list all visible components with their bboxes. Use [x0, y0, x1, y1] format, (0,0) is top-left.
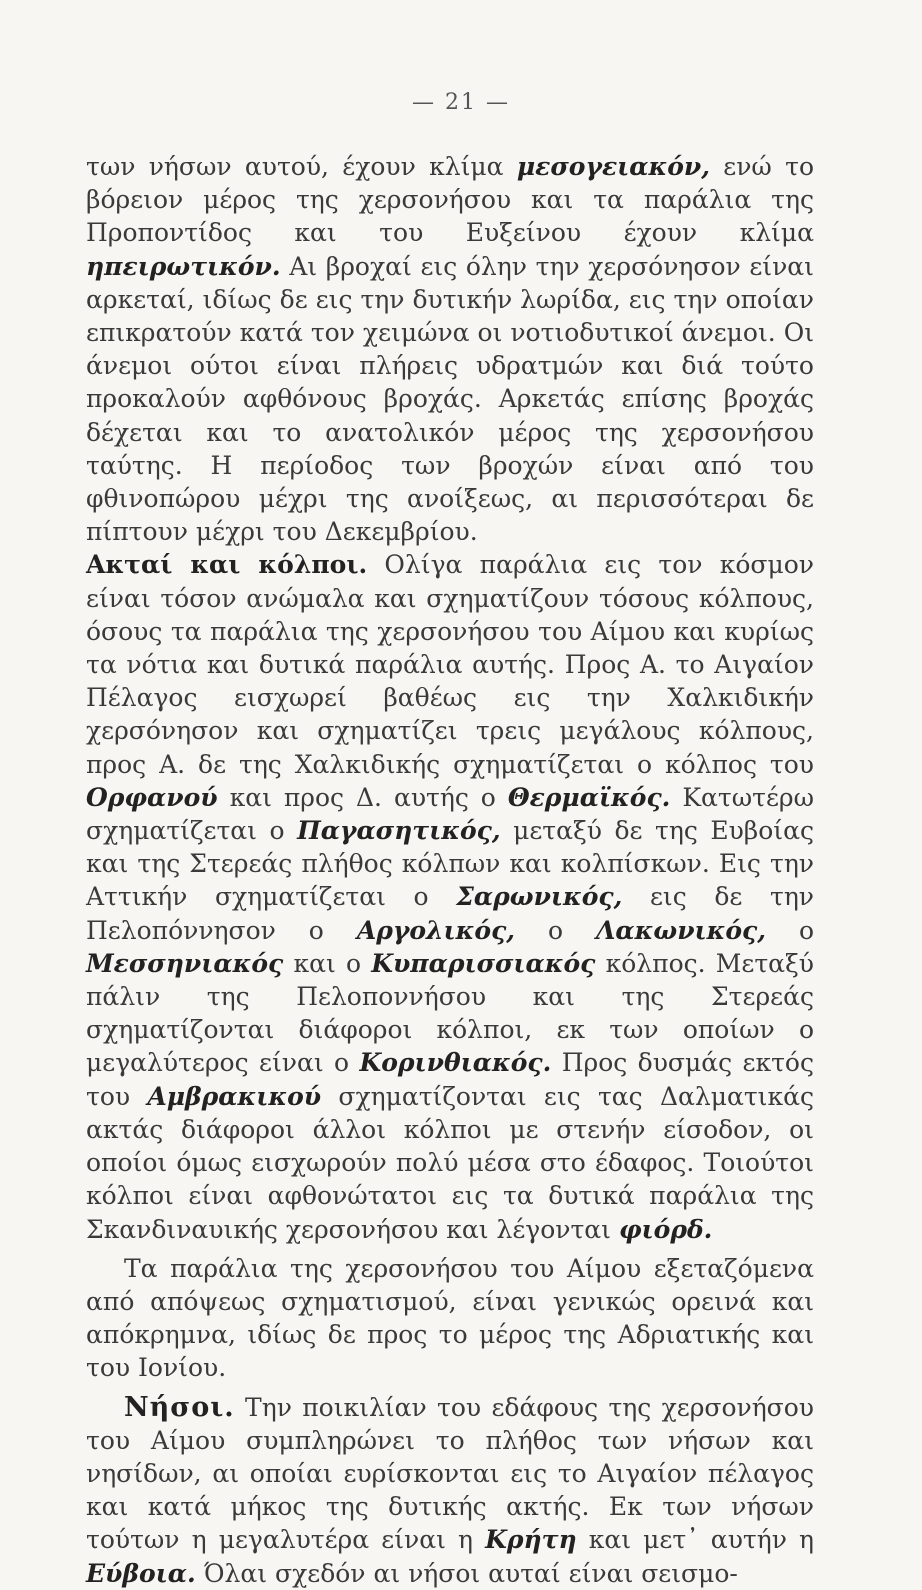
text-run: κόλπος. Μεταξύ πάλιν της Πελοποννήσου και της Στερεάς σχηματίζονται διάφοροι κόλποι, εκ των οποίων ο μεγαλύτερος είναι ο	[86, 948, 815, 1078]
section-heading-islands: Νήσοι.	[124, 1391, 235, 1423]
term-kriti: Κρήτη	[485, 1525, 577, 1555]
text-run: και ο	[283, 948, 372, 978]
term-kyparissiakos: Κυπαρισσιακός	[371, 948, 596, 978]
term-ipeirotikon: ηπειρωτικόν.	[86, 251, 281, 281]
term-korinthiakos: Κορινθιακός.	[359, 1048, 552, 1078]
text-run: Όλαι σχεδόν αι νήσοι αυταί είναι σεισμο-	[195, 1558, 738, 1588]
term-lakonikos: Λακωνικός,	[596, 915, 766, 945]
text-run: ενώ το βόρειον μέρος της χερσονήσου και τα παράλια της Προποντίδος και του Ευξείνου έχουν κλίμα	[86, 152, 815, 248]
text-run: ο	[765, 915, 815, 945]
term-thermaikos: Θερμαϊκός.	[507, 782, 671, 812]
text-run: Προς δυσμάς εκτός του	[86, 1048, 814, 1111]
paragraph-islands	[86, 1391, 814, 1590]
text-run: και μετ᾽ αυτήν η	[576, 1525, 814, 1555]
term-saronikos: Σαρωνικός,	[456, 882, 623, 912]
paragraph-shores	[86, 1252, 814, 1385]
text-run: σχηματίζονται εις τας Δαλματικάς ακτάς διάφοροι άλλοι κόλποι με στενήν είσοδον, οι οποίοι όμως εισχωρούν πολύ μέσα στο έδαφος. Τοιούτοι κόλποι είναι αφθονώτατοι εις τα δυτικά παράλια της Σκανδιναυικής χερσονήσου και λέγονται	[86, 1081, 814, 1244]
text-run: εις δε την Πελοπόννησον ο	[86, 882, 814, 945]
term-orfanou: Ορφανού	[86, 782, 218, 812]
text-run: ο	[515, 915, 597, 945]
text-run: Κατωτέρω σχηματίζεται ο	[86, 782, 814, 846]
term-pagasitikos: Παγασητικός,	[297, 816, 501, 846]
term-mesogeiakon: μεσογειακόν,	[516, 152, 710, 181]
text-run: Τα παράλια της χερσονήσου του Αίμου εξεταζόμενα από απόψεως σχηματισμού, είναι γενικώς ορεινά και απόκρημνα, ιδίως δε προς το μέρος της Αδριατικής και του Ιονίου.	[86, 1253, 814, 1383]
term-amvrakikou: Αμβρακικού	[147, 1081, 322, 1111]
term-argolikos: Αργολικός,	[356, 915, 515, 945]
text-run: Αι βροχαί εις όλην την χερσόνησον είναι αρκεταί, ιδίως δε εις την δυτικήν λωρίδα, εις την οποίαν επικρατούν κατά τον χειμώνα οι νοτιοδυτικοί άνεμοι. Οι άνεμοι ούτοι είναι πλήρεις υδρατμών και διά τούτο προκαλούν αφθόνους βροχάς. Αρκετάς επίσης βροχάς δέχεται και το ανατολικόν μέρος της χερσονήσου ταύτης. Η περίοδος των βροχών είναι από του φθινοπώρου μέχρι της ανοίξεως, αι περισσότεραι δε πίπτουν μέχρι του Δεκεμβρίου.	[86, 251, 814, 547]
paragraph-climate	[86, 150, 814, 548]
text-run: μεταξύ δε της Ευβοίας και της Στερεάς πλήθος κόλπων και κολπίσκων. Εις την Αττικήν σχηματίζεται ο	[86, 816, 814, 912]
term-fiord: φιόρδ.	[618, 1214, 713, 1244]
section-heading-coasts: Ακταί και κόλποι.	[86, 550, 368, 580]
text-run: και προς Δ. αυτής ο	[217, 782, 508, 812]
text-run: Την ποικιλίαν του εδάφους της χερσονήσου του Αίμου συμπληρώνει το πλήθος των νήσων και νησίδων, αι οποίαι ευρίσκονται εις το Αιγαίον πέλαγος και κατά μήκος της δυτικής ακτής. Εκ των νήσων τούτων η μεγαλυτέρα είναι η	[86, 1392, 814, 1555]
term-messiniakos: Μεσσηνιακός	[86, 948, 284, 978]
paragraph-coasts-and-gulfs	[86, 548, 814, 1245]
text-run: Ολίγα παράλια εις τον κόσμον είναι τόσον ανώμαλα και σχηματίζουν τόσους κόλπους, όσους τα παράλια της χερσονήσου του Αίμου και κυρίως τα νότια και δυτικά παράλια αυτής. Προς Α. το Αιγαίον Πέλαγος εισχωρεί βαθέως εις την Χαλκιδικήν χερσόνησον και σχηματίζει τρεις μεγάλους κόλπους, προς Α. δε της Χαλκιδικής σχηματίζεται ο κόλπος του	[86, 550, 814, 779]
text-run: των νήσων αυτού, έχουν κλίμα	[86, 152, 517, 181]
page-number: — 21 —	[412, 90, 510, 115]
term-evvoia: Εύβοια.	[86, 1558, 196, 1588]
